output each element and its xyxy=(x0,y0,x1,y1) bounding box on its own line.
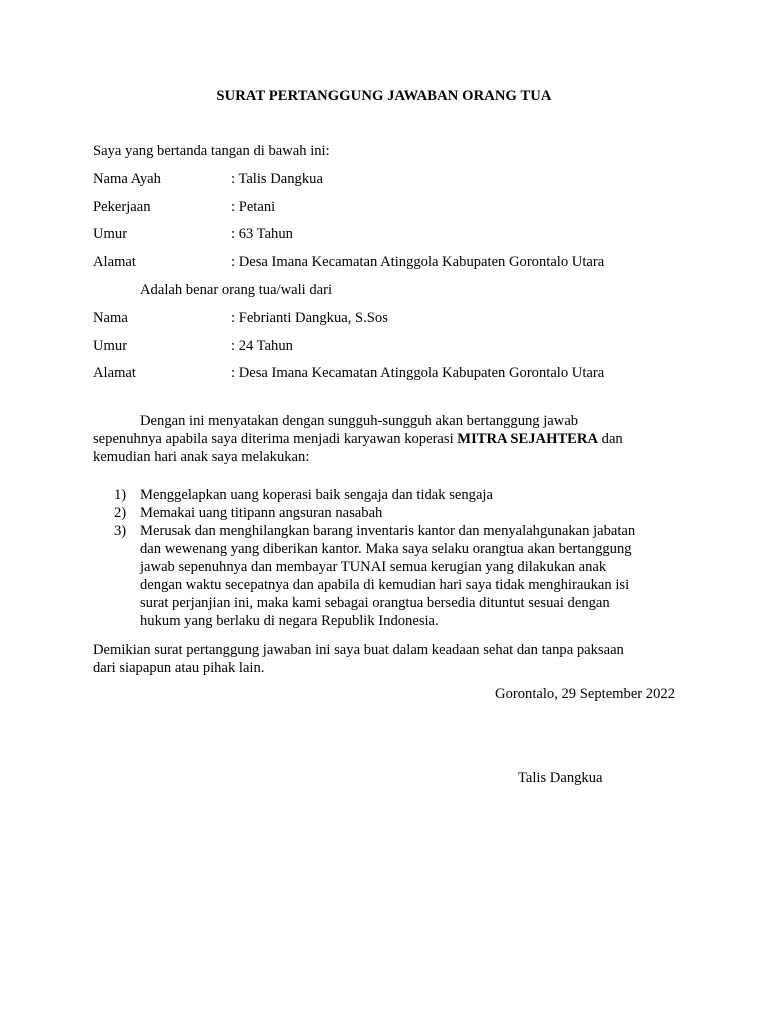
parent-job-label: Pekerjaan xyxy=(93,199,151,215)
statement-text: dan xyxy=(598,431,623,447)
parent-address-value: : Desa Imana Kecamatan Atinggola Kabupaten Gorontalo Utara xyxy=(231,254,605,270)
signer-name: Talis Dangkua xyxy=(518,770,603,786)
child-name-label: Nama xyxy=(93,310,128,326)
list-item xyxy=(93,486,693,504)
list-item-line: dan wewenang yang diberikan kantor. Maka saya selaku orangtua akan bertanggung xyxy=(140,541,632,557)
child-address-value: : Desa Imana Kecamatan Atinggola Kabupaten Gorontalo Utara xyxy=(231,365,605,381)
statement-paragraph xyxy=(93,412,693,466)
intro-text: Saya yang bertanda tangan di bawah ini: xyxy=(93,143,330,159)
page-title: SURAT PERTANGGUNG JAWABAN ORANG TUA xyxy=(216,88,552,104)
statement-line: Dengan ini menyatakan dengan sungguh-sungguh akan bertanggung jawab xyxy=(140,413,579,429)
list-item xyxy=(93,504,693,522)
list-item-line: Menggelapkan uang koperasi baik sengaja dan tidak sengaja xyxy=(140,487,493,503)
list-item-number: 2) xyxy=(114,505,127,521)
parent-name-label: Nama Ayah xyxy=(93,171,161,187)
list-item-line: jawab sepenuhnya dan membayar TUNAI semua kerugian yang dilakukan anak xyxy=(140,559,607,575)
list-item-line: surat perjanjian ini, maka kami sebagai orangtua bersedia dituntut sesuai dengan xyxy=(140,595,610,611)
child-intro-text: Adalah benar orang tua/wali dari xyxy=(140,282,333,298)
parent-name-value: : Talis Dangkua xyxy=(231,171,323,187)
parent-job-value: : Petani xyxy=(231,199,276,215)
place-date: Gorontalo, 29 September 2022 xyxy=(495,686,675,702)
list-item-number: 1) xyxy=(114,487,127,503)
obligation-list xyxy=(93,486,693,630)
list-item-line: Memakai uang titipann angsuran nasabah xyxy=(140,505,383,521)
statement-line: kemudian hari anak saya melakukan: xyxy=(93,449,310,465)
list-item-line: hukum yang berlaku di negara Republik Indonesia. xyxy=(140,613,439,629)
closing-line: dari siapapun atau pihak lain. xyxy=(93,660,265,676)
statement-line xyxy=(93,430,693,448)
company-name: MITRA SEJAHTERA xyxy=(457,431,598,447)
child-address-label: Alamat xyxy=(93,365,136,381)
statement-text: sepenuhnya apabila saya diterima menjadi karyawan koperasi xyxy=(93,431,458,447)
closing-line: Demikian surat pertanggung jawaban ini saya buat dalam keadaan sehat dan tanpa paksaan xyxy=(93,642,624,658)
list-item xyxy=(93,522,693,630)
list-item-number: 3) xyxy=(114,523,127,539)
child-name-value: : Febrianti Dangkua, S.Sos xyxy=(231,310,388,326)
list-item-line: dengan waktu secepatnya dan apabila di kemudian hari saya tidak menghiraukan isi xyxy=(140,577,630,593)
child-age-label: Umur xyxy=(93,338,128,354)
parent-age-value: : 63 Tahun xyxy=(231,226,293,242)
parent-address-label: Alamat xyxy=(93,254,136,270)
closing-paragraph xyxy=(93,641,693,677)
parent-age-label: Umur xyxy=(93,226,128,242)
list-item-line: Merusak dan menghilangkan barang inventaris kantor dan menyalahgunakan jabatan xyxy=(140,523,636,539)
child-age-value: : 24 Tahun xyxy=(231,338,293,354)
